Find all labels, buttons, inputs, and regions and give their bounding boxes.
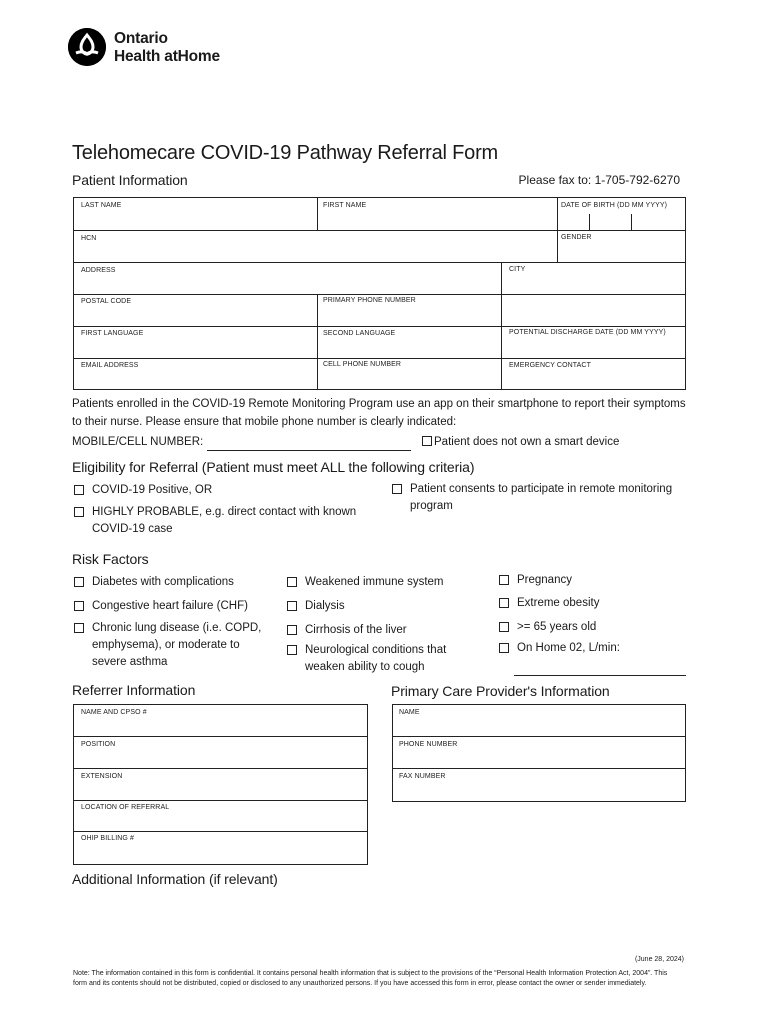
discharge-date-field[interactable]: POTENTIAL DISCHARGE DATE (DD MM YYYY) bbox=[509, 329, 666, 336]
referrer-grid bbox=[73, 704, 368, 865]
primary-care-heading: Primary Care Provider's Information bbox=[391, 683, 610, 699]
risk-immune[interactable] bbox=[287, 574, 467, 591]
emergency-contact-field[interactable]: EMERGENCY CONTACT bbox=[509, 362, 591, 369]
pcp-name-field[interactable]: NAME bbox=[399, 709, 420, 716]
no-smart-device-checkbox[interactable] bbox=[422, 436, 432, 446]
checkbox[interactable] bbox=[74, 623, 84, 633]
app-note: Patients enrolled in the COVID-19 Remote Monitoring Program use an app on their smartphone to report their symptoms to their nurse. Please ensure that mobile phone number is clearly indicated: bbox=[72, 398, 686, 428]
risk-cirrhosis[interactable] bbox=[287, 622, 467, 639]
cell-phone-field[interactable]: CELL PHONE NUMBER bbox=[323, 361, 402, 368]
first-name-field[interactable]: FIRST NAME bbox=[323, 202, 367, 209]
risk-obesity[interactable] bbox=[499, 595, 689, 612]
form-date: (June 28, 2024) bbox=[634, 956, 684, 963]
primary-phone-field[interactable]: PRIMARY PHONE NUMBER bbox=[323, 297, 416, 304]
patient-info-grid bbox=[73, 197, 686, 390]
referral-location-field[interactable]: LOCATION OF REFERRAL bbox=[81, 804, 170, 811]
highly-probable-checkbox[interactable] bbox=[74, 507, 84, 517]
pcp-phone-field[interactable]: PHONE NUMBER bbox=[399, 741, 458, 748]
checkbox[interactable] bbox=[499, 622, 509, 632]
checkbox[interactable] bbox=[74, 601, 84, 611]
additional-info-heading: Additional Information (if relevant) bbox=[72, 871, 278, 887]
confidentiality-note: Note: The information contained in this form is confidential. It contains personal health information that is subject to the provisions of the “Personal Health Information Protection Act, 2004”. This form and its contents should not be distributed, copied or disclosed to any unauthorized persons. If you have accessed this form in error, please contact the owner or sender immediately. bbox=[73, 970, 668, 987]
option-label: Diabetes with complications bbox=[92, 576, 234, 588]
checkbox[interactable] bbox=[499, 575, 509, 585]
last-name-field[interactable]: LAST NAME bbox=[81, 202, 122, 209]
first-language-field[interactable]: FIRST LANGUAGE bbox=[81, 330, 144, 337]
mobile-number-line[interactable] bbox=[207, 450, 411, 451]
form-title: Telehomecare COVID-19 Pathway Referral Form bbox=[72, 142, 498, 164]
risk-neurological[interactable] bbox=[287, 642, 467, 676]
no-smart-device-option[interactable] bbox=[422, 436, 619, 448]
option-label: On Home 02, L/min: bbox=[517, 642, 620, 654]
risk-age[interactable] bbox=[499, 619, 689, 636]
highly-probable-option[interactable] bbox=[74, 504, 364, 538]
ontario-health-logo bbox=[68, 28, 258, 72]
checkbox[interactable] bbox=[287, 625, 297, 635]
referrer-heading: Referrer Information bbox=[72, 682, 196, 698]
checkbox[interactable] bbox=[499, 643, 509, 653]
patient-consents-option[interactable] bbox=[392, 481, 692, 515]
ohip-billing-field[interactable]: OHIP BILLING # bbox=[81, 835, 135, 842]
referrer-name-field[interactable]: NAME AND CPSO # bbox=[81, 709, 147, 716]
second-language-field[interactable]: SECOND LANGUAGE bbox=[323, 330, 396, 337]
risk-home-o2[interactable] bbox=[499, 640, 689, 657]
logo-line-2: Health atHome bbox=[114, 48, 220, 65]
city-field[interactable]: CITY bbox=[509, 266, 526, 273]
option-label: Weakened immune system bbox=[305, 576, 444, 588]
trillium-logo-icon bbox=[68, 28, 106, 66]
option-label: Extreme obesity bbox=[517, 597, 600, 609]
checkbox[interactable] bbox=[287, 577, 297, 587]
risk-diabetes[interactable] bbox=[74, 574, 274, 591]
option-label: Cirrhosis of the liver bbox=[305, 624, 407, 636]
referrer-extension-field[interactable]: EXTENSION bbox=[81, 773, 123, 780]
primary-care-grid bbox=[392, 704, 686, 802]
option-label: Dialysis bbox=[305, 600, 345, 612]
checkbox[interactable] bbox=[287, 645, 297, 655]
option-label: Neurological conditions that weaken ability to cough bbox=[305, 644, 447, 673]
email-field[interactable]: EMAIL ADDRESS bbox=[81, 362, 139, 369]
patient-info-heading: Patient Information bbox=[72, 172, 188, 188]
eligibility-heading: Eligibility for Referral (Patient must meet ALL the following criteria) bbox=[72, 459, 475, 475]
mobile-label: MOBILE/CELL NUMBER: bbox=[72, 436, 204, 448]
no-smart-device-label: Patient does not own a smart device bbox=[434, 436, 620, 448]
option-label: Chronic lung disease (i.e. COPD, emphysema), or moderate to severe asthma bbox=[92, 622, 262, 668]
option-label: HIGHLY PROBABLE, e.g. direct contact with known COVID-19 case bbox=[92, 506, 357, 535]
hcn-field[interactable]: HCN bbox=[81, 235, 97, 242]
option-label: Pregnancy bbox=[517, 574, 572, 586]
risk-chf[interactable] bbox=[74, 598, 274, 615]
risk-lung-disease[interactable] bbox=[74, 620, 274, 671]
option-label: COVID-19 Positive, OR bbox=[92, 484, 213, 496]
risk-pregnancy[interactable] bbox=[499, 572, 689, 589]
checkbox[interactable] bbox=[74, 577, 84, 587]
patient-consents-checkbox[interactable] bbox=[392, 484, 402, 494]
option-label: Patient consents to participate in remote monitoring program bbox=[410, 483, 673, 512]
checkbox[interactable] bbox=[287, 601, 297, 611]
risk-factors-heading: Risk Factors bbox=[72, 551, 149, 567]
option-label: Congestive heart failure (CHF) bbox=[92, 600, 248, 612]
covid-positive-option[interactable] bbox=[74, 482, 344, 499]
logo-line-1: Ontario bbox=[114, 30, 168, 47]
risk-dialysis[interactable] bbox=[287, 598, 467, 615]
checkbox[interactable] bbox=[499, 598, 509, 608]
pcp-fax-field[interactable]: FAX NUMBER bbox=[399, 773, 446, 780]
address-field[interactable]: ADDRESS bbox=[81, 267, 116, 274]
home-o2-line[interactable] bbox=[514, 675, 686, 676]
postal-code-field[interactable]: POSTAL CODE bbox=[81, 298, 132, 305]
referrer-position-field[interactable]: POSITION bbox=[81, 741, 116, 748]
option-label: >= 65 years old bbox=[517, 621, 597, 633]
fax-number: Please fax to: 1-705-792-6270 bbox=[518, 173, 680, 187]
gender-field[interactable]: GENDER bbox=[561, 234, 592, 241]
logo-wordmark bbox=[114, 30, 220, 66]
dob-field[interactable]: DATE OF BIRTH (DD MM YYYY) bbox=[561, 202, 668, 209]
covid-positive-checkbox[interactable] bbox=[74, 485, 84, 495]
